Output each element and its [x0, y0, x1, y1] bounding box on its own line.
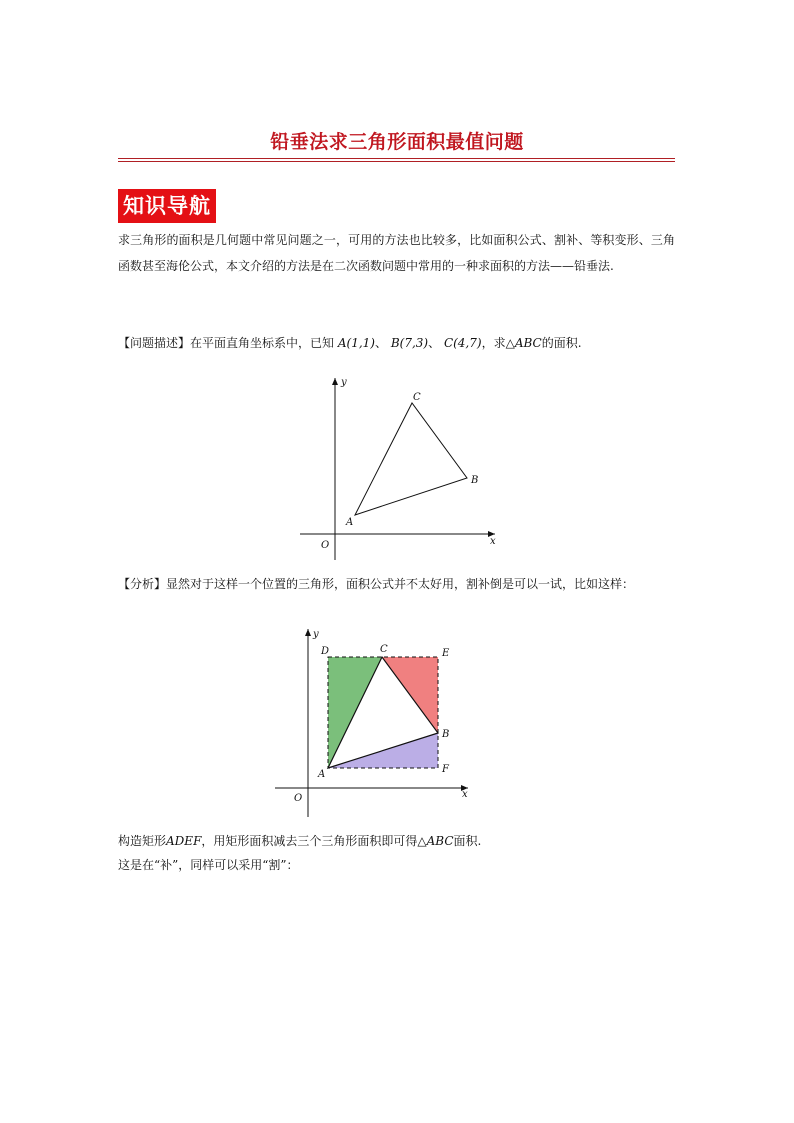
label-y: y [341, 377, 347, 388]
label-y: y [313, 629, 319, 640]
problem-paragraph [118, 330, 675, 356]
page-title: 铅垂法求三角形面积最值问题 [270, 131, 524, 153]
problem-text-1: 在平面直角坐标系中，已知 [190, 336, 335, 350]
note-line: 这是在“补”，同样可以采用“割”： [118, 858, 299, 872]
label-c: C [413, 392, 421, 403]
label-e: E [442, 648, 450, 659]
problem-text-3: 的面积. [541, 336, 582, 350]
label-b: B [471, 475, 479, 486]
label-c: C [380, 644, 388, 655]
separator-2: 、 [428, 336, 441, 350]
construct-line [118, 829, 675, 853]
separator-1: 、 [374, 336, 387, 350]
label-x: x [462, 789, 468, 800]
label-b: B [442, 729, 450, 740]
triangle-abc-shape [355, 403, 467, 515]
label-o: O [321, 540, 330, 551]
section-badge: 知识导航 [118, 189, 216, 223]
triangle-abc: △ABC [417, 834, 454, 848]
analysis-tag: 【分析】 [118, 577, 167, 591]
title-rule [118, 158, 675, 159]
triangle-abc: △ABC [505, 336, 542, 350]
problem-text-2: ，求 [481, 336, 506, 350]
analysis-text: 显然对于这样一个位置的三角形，面积公式并不太好用，割补倒是可以一试，比如这样： [166, 577, 635, 591]
intro-paragraph: 求三角形的面积是几何题中常见问题之一，可用的方法也比较多，比如面积公式、割补、等积变形、三角函数甚至海伦公式，本文介绍的方法是在二次函数问题中常用的一种求面积的方法——铅垂法. [118, 233, 675, 273]
construct-text-1: 构造矩形 [118, 834, 167, 848]
figure-triangle [290, 370, 510, 565]
problem-tag: 【问题描述】 [118, 336, 191, 350]
label-a: A [346, 517, 354, 528]
analysis-paragraph [118, 571, 675, 597]
point-a: A(1,1) [337, 336, 375, 350]
construct-paragraph [118, 829, 675, 877]
label-a: A [318, 769, 326, 780]
label-x: x [490, 536, 496, 547]
point-b: B(7,3) [390, 336, 429, 350]
rect-adef-label: ADEF [166, 834, 202, 848]
title-rule-secondary [118, 161, 675, 162]
label-d: D [321, 646, 330, 657]
point-c: C(4,7) [443, 336, 482, 350]
construct-text-3: 面积. [453, 834, 482, 848]
construct-text-2: ，用矩形面积减去三个三角形面积即可得 [201, 834, 418, 848]
label-o: O [294, 793, 303, 804]
label-f: F [442, 764, 449, 775]
figure-rectangle [270, 625, 475, 820]
